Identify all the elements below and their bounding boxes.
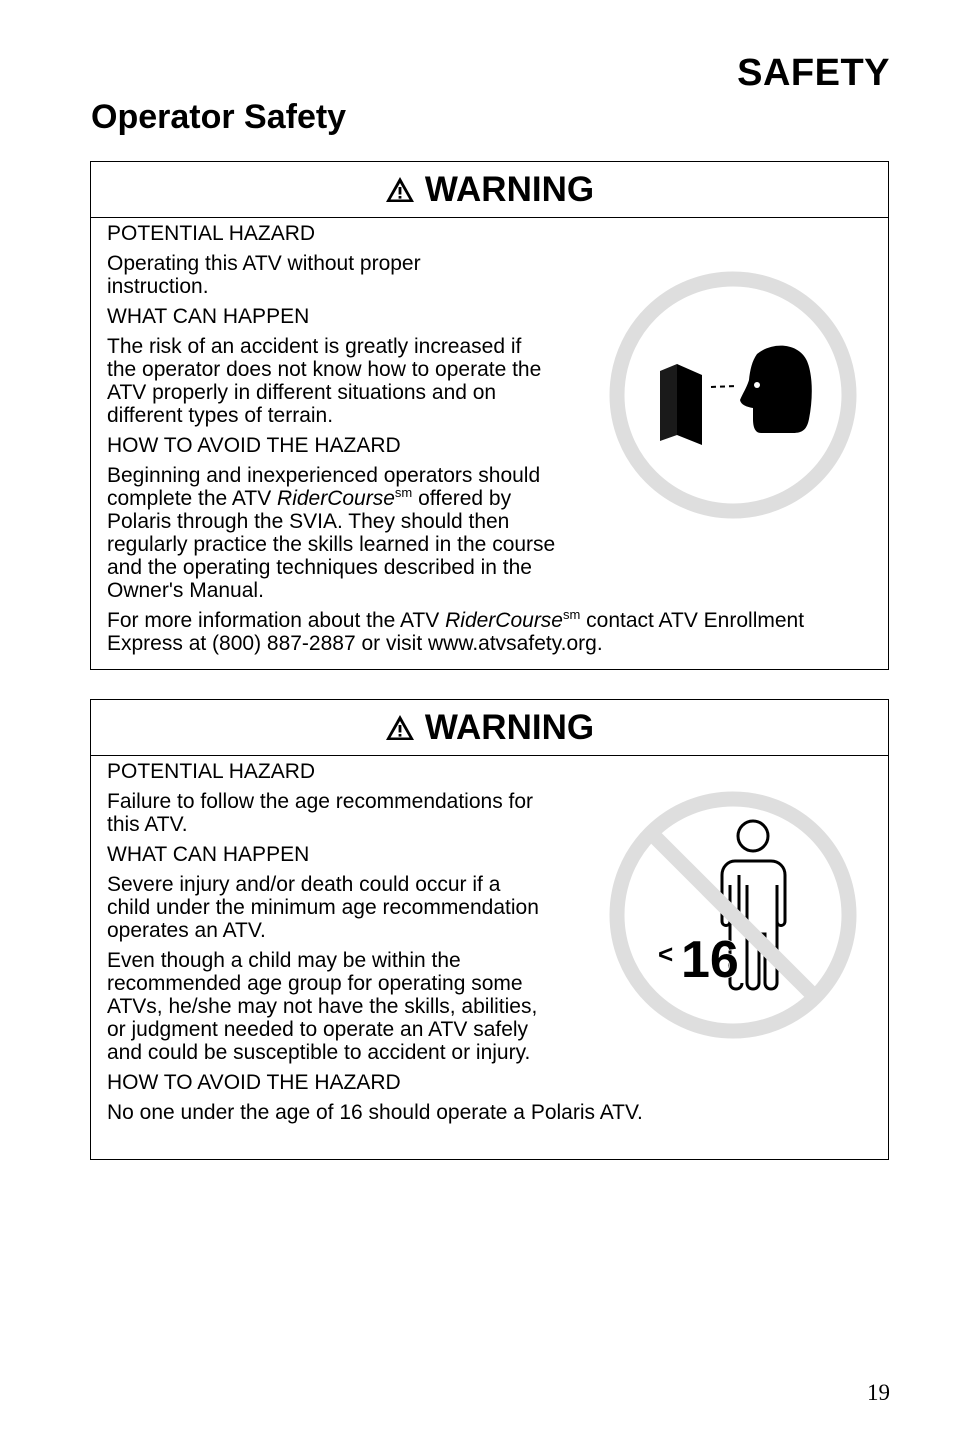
warning-header	[91, 162, 888, 218]
warning-box-instruction	[90, 161, 889, 670]
warning-body	[91, 756, 888, 1124]
what-can-happen-heading: WHAT CAN HAPPEN	[107, 305, 310, 328]
what-can-happen-text: The risk of an accident is greatly increased if the operator does not know how to operate the ATV properly in different situations and on different types of terrain.	[107, 335, 542, 427]
no-under-16-icon	[607, 789, 859, 1041]
info-text-part: contact ATV Enrollment Express at (800) 887-2887 or visit www.atvsafety.org.	[107, 609, 805, 655]
ridercourse-name: RiderCourse	[277, 487, 395, 510]
warning-body	[91, 218, 888, 655]
potential-hazard-heading: POTENTIAL HAZARD	[107, 760, 316, 783]
section-header: SAFETY	[737, 52, 890, 94]
page-title: Operator Safety	[91, 98, 347, 136]
what-can-happen-text: Severe injury and/or death could occur if a child under the minimum age recommendation operates an ATV.	[107, 873, 539, 942]
page-number: 19	[867, 1380, 890, 1405]
how-to-avoid-text	[107, 464, 562, 602]
ridercourse-name: RiderCourse	[445, 609, 563, 632]
warning-triangle-icon	[385, 176, 415, 203]
warning-box-age	[90, 699, 889, 1160]
warning-label: WARNING	[424, 707, 595, 747]
read-manual-icon	[607, 269, 859, 521]
potential-hazard-text: Failure to follow the age recommendations for this ATV.	[107, 790, 534, 836]
age-label: 16	[681, 931, 739, 989]
potential-hazard-text: Operating this ATV without proper instruction.	[107, 252, 421, 298]
service-mark: sm	[394, 485, 413, 500]
info-text-part: For more information about the ATV	[107, 609, 446, 632]
svg-text:<: <	[658, 939, 674, 969]
how-to-avoid-heading: HOW TO AVOID THE HAZARD	[107, 1071, 401, 1094]
avoid-text-part: offered by Polaris through the SVIA. They should then regularly practice the skills learned in the course and the operating techniques described in the Owner's Manual.	[107, 487, 556, 602]
more-info-text	[107, 609, 872, 655]
service-mark: sm	[563, 607, 581, 622]
warning-label: WARNING	[424, 169, 595, 209]
potential-hazard-heading: POTENTIAL HAZARD	[107, 222, 316, 245]
how-to-avoid-text: No one under the age of 16 should operate a Polaris ATV.	[107, 1101, 643, 1124]
how-to-avoid-heading: HOW TO AVOID THE HAZARD	[107, 434, 401, 457]
warning-header	[91, 700, 888, 756]
avoid-text-part: Beginning and inexperienced operators should complete the ATV	[107, 464, 541, 510]
warning-triangle-icon	[385, 714, 415, 741]
what-can-happen-text-2: Even though a child may be within the recommended age group for operating some ATVs, he/she may not have the skills, abilities, or judgment needed to operate an ATV safely and could be susceptible to accident or injury.	[107, 949, 538, 1064]
what-can-happen-heading: WHAT CAN HAPPEN	[107, 843, 310, 866]
